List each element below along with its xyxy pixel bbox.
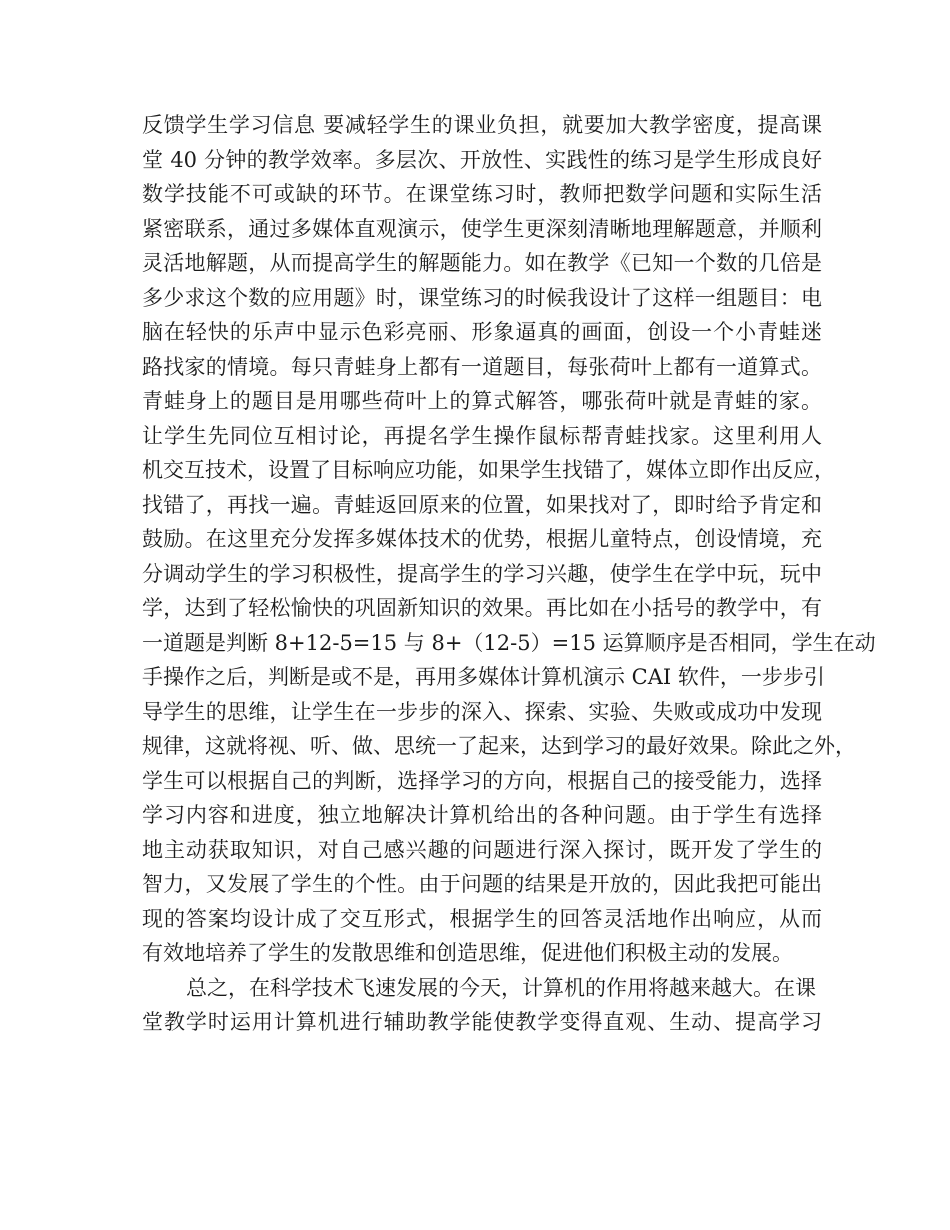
text-line: 总之，在科学技术飞速发展的今天，计算机的作用将越来越大。在课 [186, 975, 816, 1000]
text-line: 有效地培养了学生的发散思维和创造思维，促进他们积极主动的发展。 [142, 941, 793, 965]
text-line: 紧密联系，通过多媒体直观演示，使学生更深刻清晰地理解题意，并顺利 [142, 216, 822, 241]
text-line: 脑在轻快的乐声中显示色彩亮丽、形象逼真的画面，创设一个小青蛙迷 [142, 320, 822, 344]
text-line: 灵活地解题，从而提高学生的解题能力。如在教学《已知一个数的几倍是 [142, 251, 822, 275]
text-line: 堂教学时运用计算机进行辅助教学能使教学变得直观、生动、提高学习 [142, 1010, 822, 1034]
paragraph-1 [142, 108, 876, 971]
text-line: 学习内容和进度，独立地解决计算机给出的各种问题。由于学生有选择 [142, 803, 822, 827]
text-line: 现的答案均设计成了交互形式，根据学生的回答灵活地作出响应，从而 [142, 906, 822, 931]
text-line: 机交互技术，设置了目标响应功能，如果学生找错了，媒体立即作出反应， [142, 458, 835, 482]
text-line: 规律，这就将视、听、做、思统一了起来，达到学习的最好效果。除此之外， [142, 734, 856, 758]
text-line: 鼓励。在这里充分发挥多媒体技术的优势，根据儿童特点，创设情境，充 [142, 527, 822, 551]
text-line: 路找家的情境。每只青蛙身上都有一道题目，每张荷叶上都有一道算式。 [142, 354, 822, 379]
text-line: 学生可以根据自己的判断，选择学习的方向，根据自己的接受能力，选择 [142, 768, 822, 793]
paragraph-2 [142, 971, 822, 1040]
document-body [142, 108, 876, 1040]
text-line: 让学生先同位互相讨论，再提名学生操作鼠标帮青蛙找家。这里利用人 [142, 423, 822, 448]
text-line: 导学生的思维，让学生在一步步的深入、探索、实验、失败或成功中发现 [142, 699, 822, 724]
text-line: 地主动获取知识，对自己感兴趣的问题进行深入探讨，既开发了学生的 [142, 837, 822, 862]
text-line: 智力，又发展了学生的个性。由于问题的结果是开放的，因此我把可能出 [142, 872, 822, 896]
text-line: 学，达到了轻松愉快的巩固新知识的效果。再比如在小括号的教学中，有 [142, 596, 822, 620]
text-line: 多少求这个数的应用题》时，课堂练习的时候我设计了这样一组题目：电 [142, 285, 822, 310]
text-line: 手操作之后，判断是或不是，再用多媒体计算机演示 CAI 软件，一步步引 [142, 665, 825, 689]
text-line: 分调动学生的学习积极性，提高学生的学习兴趣，使学生在学中玩，玩中 [142, 561, 822, 586]
text-line: 一道题是判断 8+12-5=15 与 8+（12-5）=15 运算顺序是否相同，学生在动 [142, 630, 876, 655]
text-line: 找错了，再找一遍。青蛙返回原来的位置，如果找对了，即时给予肯定和 [142, 492, 822, 517]
text-line: 数学技能不可或缺的环节。在课堂练习时，教师把数学问题和实际生活 [142, 182, 822, 206]
text-line: 反馈学生学习信息 要减轻学生的课业负担，就要加大教学密度，提高课 [142, 113, 822, 137]
text-line: 青蛙身上的题目是用哪些荷叶上的算式解答，哪张荷叶就是青蛙的家。 [142, 389, 822, 413]
text-line: 堂 40 分钟的教学效率。多层次、开放性、实践性的练习是学生形成良好 [142, 147, 822, 172]
